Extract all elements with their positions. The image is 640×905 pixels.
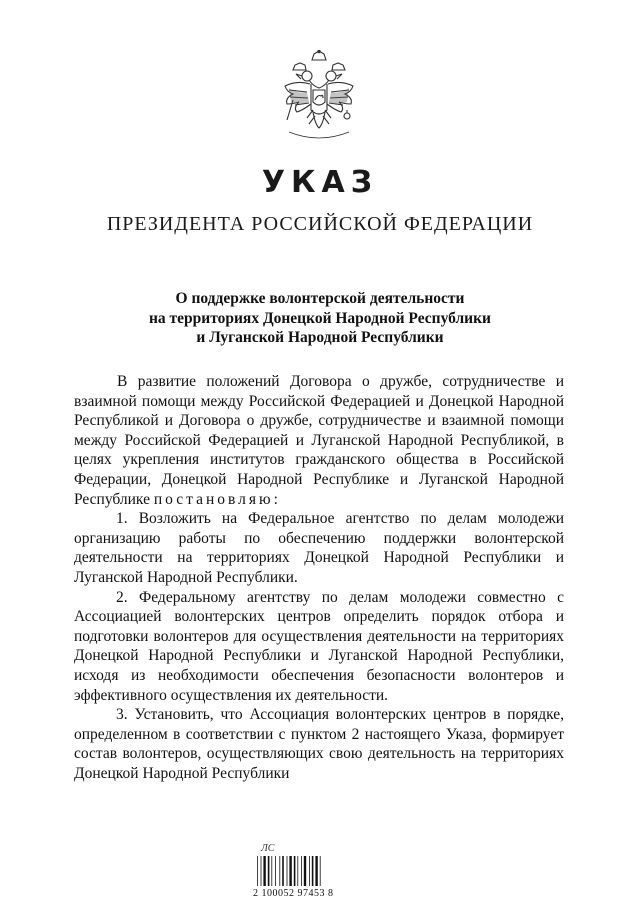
decree-word: постановляю:: [153, 490, 281, 508]
decree-body: [74, 372, 564, 783]
document-type-heading: УКАЗ: [261, 165, 379, 200]
coat-of-arms-icon: [279, 50, 359, 146]
title-line: и Луганской Народной Республики: [196, 329, 444, 346]
registration-stamp: [253, 843, 343, 901]
barcode-icon: [257, 856, 329, 886]
decree-item-2: 2. Федеральному агентству по делам молодежи совместно с Ассоциацией волонтерских центров определить порядок отбора и подготовки волонтеров для осуществления деятельности на территориях Донецкой Народной Республики и Луганской Народной Республики, исходя из необходимости обеспечения безопасности волонтеров и эффективного осуществления их деятельности.: [74, 588, 564, 704]
barcode-number: 2 100052 97453 8: [253, 888, 334, 899]
decree-title: [0, 289, 640, 348]
preamble-text: В развитие положений Договора о дружбе, сотрудничестве и взаимной помощи между Российской Федерацией и Донецкой Народной Республикой и Договора о дружбе, сотрудничестве и взаимной помощи между Российской Федерацией и Луганской Народной Республикой, в целях укрепления институтов гражданского общества в Российской Федерации, Донецкой Народной Республике и Луганской Народной Республике: [74, 373, 564, 508]
title-line: на территориях Донецкой Народной Республики: [149, 309, 491, 327]
preamble-paragraph: [74, 372, 564, 509]
title-line: О поддержке волонтерской деятельности: [175, 290, 465, 307]
issuer-heading: ПРЕЗИДЕНТА РОССИЙСКОЙ ФЕДЕРАЦИИ: [106, 213, 534, 235]
decree-item-3: 3. Установить, что Ассоциация волонтерских центров в порядке, определенном в соответствии с пунктом 2 настоящего Указа, формирует состав волонтеров, осуществляющих свою деятельность на территориях Донецкой Народной Республики: [74, 706, 564, 782]
stamp-initials: ЛС: [261, 843, 275, 854]
decree-item-1: 1. Возложить на Федеральное агентство по делам молодежи организацию работы по обеспечению поддержки волонтерской деятельности на территориях Донецкой Народной Республики и Луганской Народной Республики.: [74, 510, 564, 586]
